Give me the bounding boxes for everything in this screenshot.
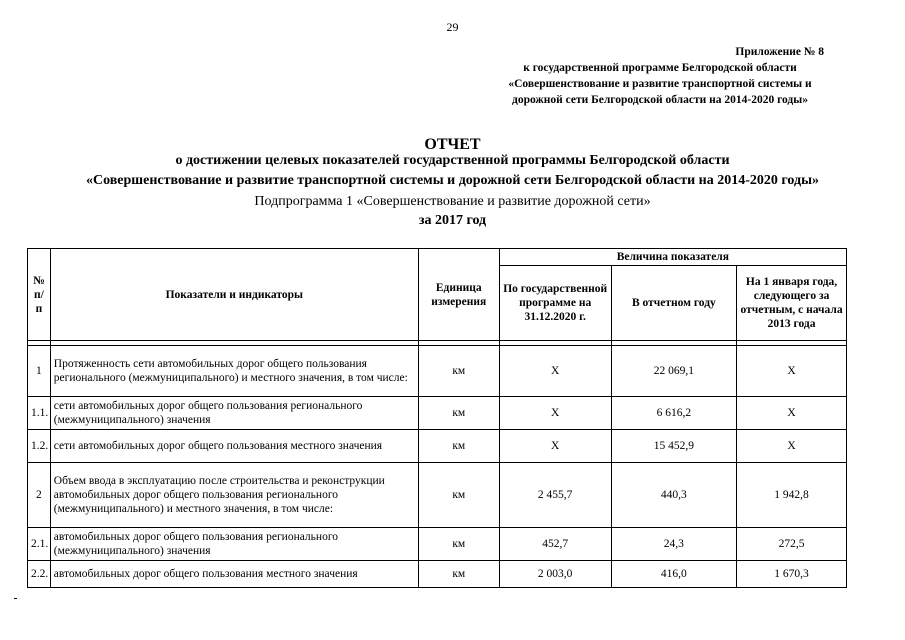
report-subtitle-2: «Совершенствование и развитие транспортной системы и дорожной сети Белгородской области на 2014-2020 годы»	[85, 173, 820, 188]
row-num: 2.1.	[28, 528, 51, 561]
row-program: Х	[499, 346, 611, 397]
table-row	[28, 561, 847, 588]
row-indicator: Объем ввода в эксплуатацию после строительства и реконструкции автомобильных дорог общего пользования регионального (межмуниципального) и местного значения, в том числе:	[50, 463, 418, 528]
scan-mark	[14, 598, 17, 599]
report-subtitle-4: за 2017 год	[418, 213, 487, 228]
appendix-line-2: «Совершенствование и развитие транспортной системы и	[508, 78, 812, 90]
row-indicator: автомобильных дорог общего пользования регионального (межмуниципального) значения	[50, 528, 418, 561]
row-num: 2.2.	[28, 561, 51, 588]
header-num: № п/п	[28, 249, 51, 341]
row-report-year: 15 452,9	[611, 430, 736, 463]
header-indicator: Показатели и индикаторы	[50, 249, 418, 341]
row-report-year: 22 069,1	[611, 346, 736, 397]
header-report-year: В отчетном году	[611, 266, 736, 341]
row-indicator: автомобильных дорог общего пользования местного значения	[50, 561, 418, 588]
row-program: 2 003,0	[499, 561, 611, 588]
row-unit: км	[418, 528, 499, 561]
row-indicator: сети автомобильных дорог общего пользования местного значения	[50, 430, 418, 463]
row-unit: км	[418, 397, 499, 430]
row-report-year: 24,3	[611, 528, 736, 561]
row-num: 1.1.	[28, 397, 51, 430]
row-program: 2 455,7	[499, 463, 611, 528]
row-program: 452,7	[499, 528, 611, 561]
appendix-line-3: дорожной сети Белгородской области на 2014-2020 годы»	[512, 94, 808, 106]
row-jan1: 1 670,3	[737, 561, 847, 588]
header-jan1: На 1 января года, следующего за отчетным, с начала 2013 года	[737, 266, 847, 341]
row-jan1: Х	[737, 346, 847, 397]
row-program: Х	[499, 397, 611, 430]
header-unit: Единица измерения	[418, 249, 499, 341]
page-number: 29	[446, 20, 459, 34]
appendix-title: Приложение № 8	[735, 46, 824, 58]
row-report-year: 6 616,2	[611, 397, 736, 430]
row-jan1: Х	[737, 397, 847, 430]
indicators-table	[27, 248, 847, 588]
header-value-group: Величина показателя	[499, 249, 846, 266]
report-title: ОТЧЕТ	[424, 136, 481, 153]
row-jan1: Х	[737, 430, 847, 463]
header-program: По государственной программе на 31.12.2020 г.	[499, 266, 611, 341]
row-report-year: 416,0	[611, 561, 736, 588]
report-subtitle-3: Подпрограмма 1 «Совершенствование и развитие дорожной сети»	[254, 194, 651, 209]
report-subtitle-1: о достижении целевых показателей государственной программы Белгородской области	[175, 153, 730, 168]
row-report-year: 440,3	[611, 463, 736, 528]
table-row	[28, 430, 847, 463]
row-unit: км	[418, 463, 499, 528]
appendix-line-1: к государственной программе Белгородской области	[523, 62, 797, 74]
row-jan1: 1 942,8	[737, 463, 847, 528]
row-jan1: 272,5	[737, 528, 847, 561]
row-num: 2	[28, 463, 51, 528]
appendix-block	[470, 44, 850, 108]
row-num: 1	[28, 346, 51, 397]
row-unit: км	[418, 430, 499, 463]
table-row	[28, 346, 847, 397]
table-row	[28, 397, 847, 430]
row-unit: км	[418, 561, 499, 588]
table-row	[28, 463, 847, 528]
row-program: Х	[499, 430, 611, 463]
row-num: 1.2.	[28, 430, 51, 463]
row-unit: км	[418, 346, 499, 397]
table-row	[28, 528, 847, 561]
row-indicator: Протяженность сети автомобильных дорог общего пользования регионального (межмуниципального) и местного значения, в том числе:	[50, 346, 418, 397]
row-indicator: сети автомобильных дорог общего пользования регионального (межмуниципального) значения	[50, 397, 418, 430]
